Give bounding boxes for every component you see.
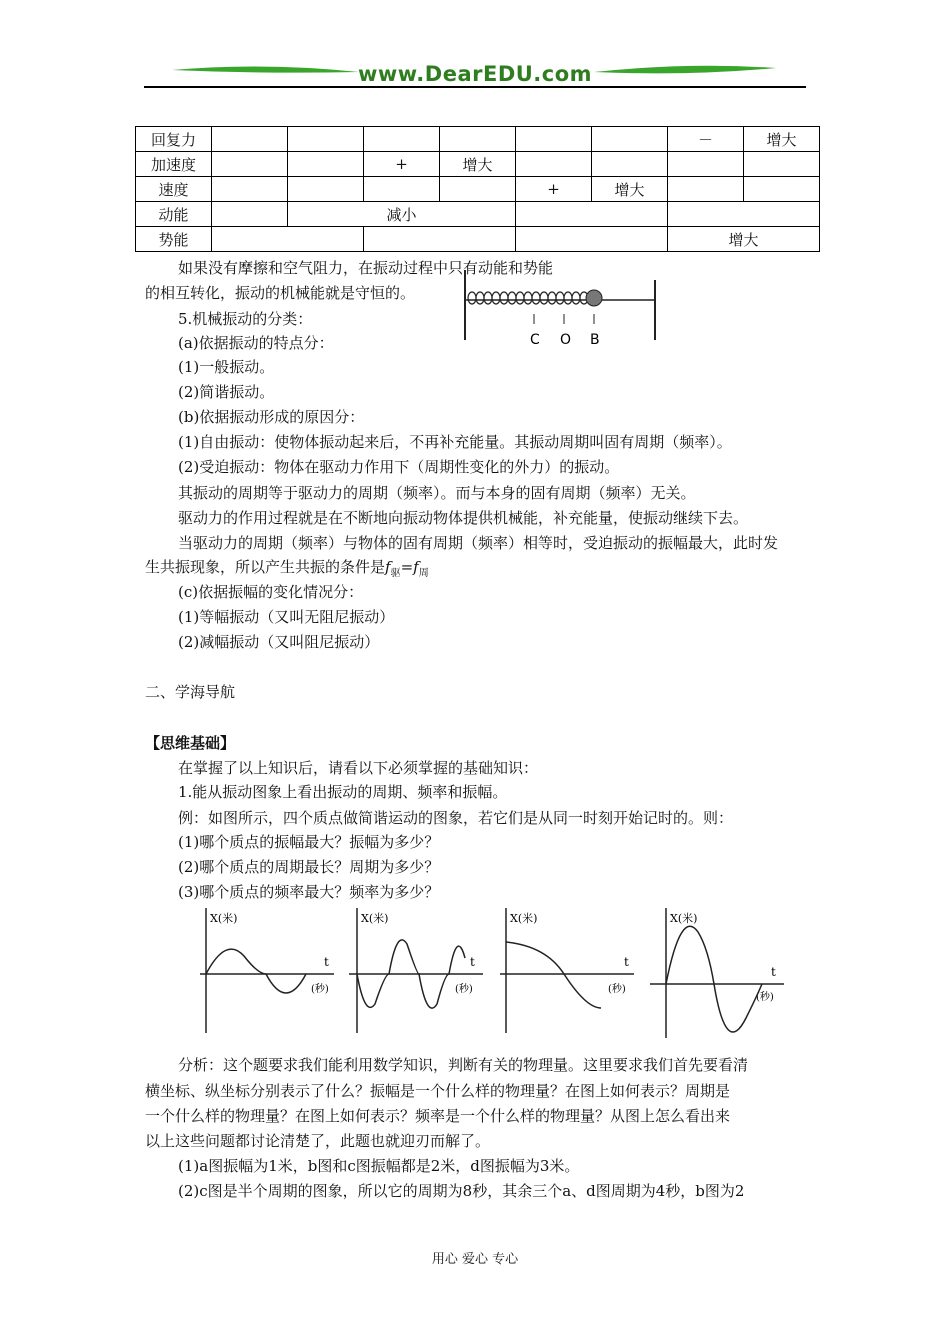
paragraph: (c)依据振幅的变化情况分：: [178, 583, 364, 601]
paragraph: (2)减幅振动（又叫阻尼振动）: [178, 633, 380, 651]
xlabel: t: [470, 955, 475, 969]
table-cell: [668, 202, 820, 227]
paragraph: 如果没有摩擦和空气阻力，在振动过程中只有动能和势能: [178, 259, 554, 277]
graph-d: [646, 908, 791, 1043]
table-cell: [212, 127, 288, 152]
symbol-f: f: [413, 558, 419, 576]
paragraph: 5.机械振动的分类：: [178, 310, 313, 328]
paragraph: (1)a图振幅为1米，b图和c图振幅都是2米，d图振幅为3米。: [178, 1157, 580, 1175]
text-span: 生共振现象，所以产生共振的条件是: [145, 558, 386, 576]
paragraph: (2)受迫振动：物体在驱动力作用下（周期性变化的外力）的振动。: [178, 458, 620, 476]
table-cell: [440, 177, 516, 202]
table-cell: [668, 177, 744, 202]
table-cell: [516, 202, 668, 227]
unit: (秒): [455, 984, 473, 995]
graph-b: [345, 908, 490, 1038]
table-cell: 增大: [440, 152, 516, 177]
curve: [666, 926, 762, 1032]
ylabel: X(米): [510, 912, 538, 925]
table-cell: 减小: [288, 202, 516, 227]
table-cell: 增大: [744, 127, 820, 152]
ylabel: X(米): [210, 912, 238, 925]
paragraph: (1)哪个质点的振幅最大？振幅为多少？: [178, 833, 440, 851]
table-cell: [744, 152, 820, 177]
ylabel: X(米): [361, 912, 389, 925]
table-cell: [516, 127, 592, 152]
header-rule: [144, 86, 806, 88]
subscript: 周: [418, 568, 429, 579]
row-label: 速度: [136, 177, 212, 202]
paragraph: 1.能从振动图象上看出振动的周期、频率和振幅。: [178, 783, 508, 801]
paragraph: 一个什么样的物理量？在图上如何表示？频率是一个什么样的物理量？从图上怎么看出来: [145, 1107, 731, 1125]
table-cell: [592, 127, 668, 152]
paragraph: (1)一般振动。: [178, 358, 275, 376]
xlabel: t: [771, 965, 776, 979]
paragraph: 其振动的周期等于驱动力的周期（频率）。而与本身的固有周期（频率）无关。: [178, 484, 696, 502]
paragraph: (a)依据振动的特点分：: [178, 334, 334, 352]
equals: =: [400, 558, 414, 576]
paragraph: (b)依据振动形成的原因分：: [178, 408, 365, 426]
page-header: [144, 58, 806, 94]
paragraph: 驱动力的作用过程就是在不断地向振动物体提供机械能，补充能量，使振动继续下去。: [178, 509, 749, 527]
graph-c: [496, 908, 641, 1038]
row-label: 加速度: [136, 152, 212, 177]
paragraph: 例：如图所示，四个质点做简谐运动的图象，若它们是从同一时刻开始记时的。则：: [178, 809, 734, 827]
spring-coil-icon: [468, 292, 588, 304]
table-cell: +: [364, 152, 440, 177]
table-cell: [212, 152, 288, 177]
paragraph: (1)自由振动：使物体振动起来后，不再补充能量。其振动周期叫固有周期（频率）。: [178, 433, 732, 451]
label-c: C: [530, 332, 540, 348]
table-cell: －: [668, 127, 744, 152]
ylabel: X(米): [670, 912, 698, 925]
label-o: O: [560, 332, 572, 348]
spring-oscillator-figure: [460, 270, 660, 350]
unit: (秒): [311, 984, 329, 995]
table-cell: [364, 177, 440, 202]
row-label: 回复力: [136, 127, 212, 152]
paragraph: 分析：这个题要求我们能利用数学知识，判断有关的物理量。这里要求我们首先要看清: [178, 1056, 749, 1074]
table-cell: [288, 177, 364, 202]
table-cell: [212, 202, 288, 227]
paragraph: 横坐标、纵坐标分别表示了什么？振幅是一个什么样的物理量？在图上如何表示？周期是: [145, 1082, 731, 1100]
row-label: 动能: [136, 202, 212, 227]
table-cell: [288, 152, 364, 177]
curve: [506, 942, 601, 1008]
mass-ball-icon: [586, 290, 602, 306]
unit: (秒): [756, 992, 774, 1003]
row-label: 势能: [136, 227, 212, 252]
unit: (秒): [608, 984, 626, 995]
symbol-f: f: [385, 558, 391, 576]
table-cell: [744, 177, 820, 202]
label-b: B: [590, 332, 600, 348]
paragraph: 以上这些问题都讨论清楚了，此题也就迎刃而解了。: [145, 1132, 491, 1150]
table-cell: [364, 127, 440, 152]
paragraph: 当驱动力的周期（频率）与物体的固有周期（频率）相等时，受迫振动的振幅最大，此时发: [178, 534, 779, 552]
graph-a: [196, 908, 341, 1038]
table-cell: [212, 227, 364, 252]
table-cell: 增大: [592, 177, 668, 202]
table-row: [136, 202, 820, 227]
table-cell: [364, 227, 516, 252]
table-cell: +: [516, 177, 592, 202]
table-row: [136, 152, 820, 177]
vibration-table: [135, 126, 820, 252]
table-cell: [288, 127, 364, 152]
table-cell: 增大: [668, 227, 820, 252]
section-heading: 二、学海导航: [145, 683, 236, 701]
subscript: 驱: [390, 568, 401, 579]
table-row: [136, 227, 820, 252]
page-footer: 用心 爱心 专心: [431, 1252, 519, 1267]
paragraph: 在掌握了以上知识后，请看以下必须掌握的基础知识：: [178, 759, 539, 777]
xlabel: t: [624, 955, 629, 969]
table-cell: [592, 152, 668, 177]
table-cell: [440, 127, 516, 152]
xlabel: t: [324, 955, 329, 969]
table-row: [136, 127, 820, 152]
table-cell: [516, 152, 592, 177]
table-cell: [516, 227, 668, 252]
subsection-heading: 【思维基础】: [145, 734, 236, 752]
table-row: [136, 177, 820, 202]
paragraph: (3)哪个质点的频率最大？频率为多少？: [178, 883, 440, 901]
table-cell: [212, 177, 288, 202]
paragraph: (1)等幅振动（又叫无阻尼振动）: [178, 608, 395, 626]
curve: [206, 949, 306, 993]
paragraph: (2)c图是半个周期的图象，所以它的周期为8秒，其余三个a、d图周期为4秒，b图为2: [178, 1182, 745, 1200]
paragraph: 的相互转化，振动的机械能就是守恒的。: [145, 284, 416, 302]
paragraph: (2)简谐振动。: [178, 383, 275, 401]
site-logo: www.DearEDU.com: [357, 62, 593, 86]
paragraph: (2)哪个质点的周期最长？周期为多少？: [178, 858, 440, 876]
table-cell: [668, 152, 744, 177]
